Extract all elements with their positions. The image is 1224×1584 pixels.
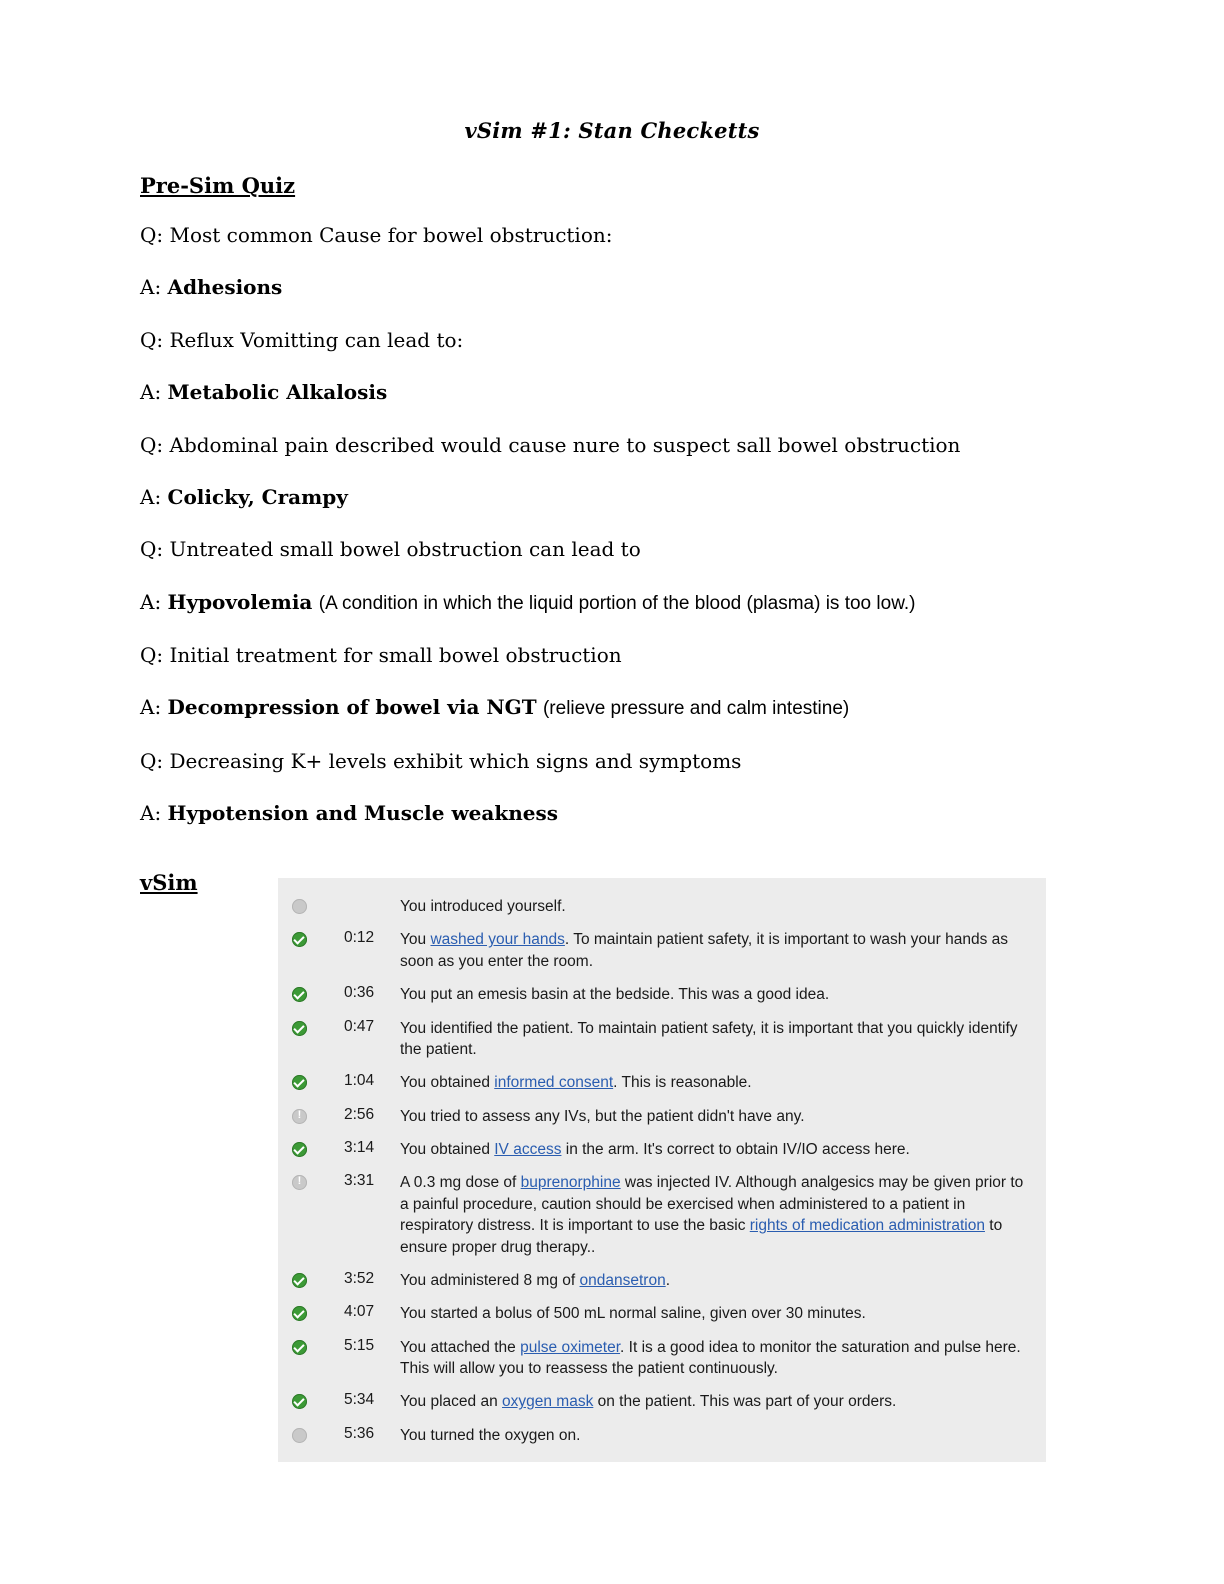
quiz-answer-line <box>140 381 1084 403</box>
log-text-segment: You <box>400 931 431 949</box>
qa-text: Metabolic Alkalosis <box>167 380 388 405</box>
check-status-icon <box>292 1075 307 1090</box>
log-text-segment: was injected IV. Although analgesics may be given prior to a painful procedure, caution should be exercised when administered to a patient in respiratory distress. It is important to use the basic <box>400 1174 1024 1235</box>
qa-prefix: Q: <box>140 223 164 247</box>
qa-prefix: A: <box>140 695 162 720</box>
qa-note: (A condition in which the liquid portion of the blood (plasma) is too low.) <box>318 592 916 614</box>
log-link[interactable]: IV access <box>494 1141 562 1158</box>
quiz-answer-line <box>140 486 1084 508</box>
log-timestamp: 5:36 <box>344 1424 375 1442</box>
quiz-question-line <box>140 644 1084 666</box>
section-heading-pre-sim-quiz: Pre-Sim Quiz <box>140 173 296 198</box>
check-status-icon <box>292 932 307 947</box>
log-link[interactable]: washed your hands <box>430 931 565 949</box>
log-text-segment: You tried to assess any IVs, but the patient didn't have any. <box>400 1107 805 1125</box>
log-link[interactable]: ondansetron <box>579 1271 666 1289</box>
info-status-icon <box>292 1109 307 1124</box>
log-message <box>390 1072 1030 1093</box>
qa-text: Hypotension and Muscle weakness <box>167 801 558 826</box>
quiz-answer-line <box>140 802 1084 824</box>
log-text-segment: A 0.3 mg dose of <box>400 1174 521 1192</box>
log-text-segment: You obtained <box>400 1074 495 1092</box>
blank-status-icon <box>292 1428 307 1443</box>
log-row <box>292 1331 1030 1386</box>
qa-prefix: Q: <box>140 643 164 667</box>
log-link[interactable]: informed consent <box>494 1074 614 1092</box>
qa-text: Initial treatment for small bowel obstruction <box>169 643 622 667</box>
log-text-segment: in the arm. It's correct to obtain IV/IO access here. <box>561 1141 910 1158</box>
log-text-segment: You attached the <box>400 1338 521 1356</box>
quiz-answer-line <box>140 591 1084 614</box>
log-message <box>390 984 1030 1005</box>
qa-text: Reflux Vomitting can lead to: <box>169 327 464 352</box>
log-row <box>292 1264 1030 1297</box>
log-row <box>292 1385 1030 1418</box>
quiz-answer-line <box>140 276 1084 298</box>
quiz-question-line <box>140 538 1084 560</box>
log-status-cell <box>292 984 320 1002</box>
qa-prefix: Q: <box>140 748 164 773</box>
quiz-question-line <box>140 434 1084 456</box>
section-heading-vsim: vSim <box>140 870 198 895</box>
log-timestamp: 3:52 <box>344 1269 375 1287</box>
check-status-icon <box>292 1306 307 1321</box>
log-row <box>292 1066 1030 1099</box>
log-row <box>292 1297 1030 1330</box>
log-message <box>390 1425 1030 1446</box>
log-link[interactable]: pulse oximeter <box>520 1338 621 1356</box>
log-status-cell <box>292 1172 320 1190</box>
check-status-icon <box>292 1142 307 1157</box>
log-message <box>390 1106 1030 1127</box>
log-timestamp: 0:36 <box>344 984 375 1002</box>
log-message <box>390 1391 1030 1412</box>
log-message <box>390 1018 1030 1061</box>
log-message <box>390 1172 1030 1258</box>
log-status-cell <box>292 1139 320 1157</box>
quiz-qa-list <box>140 224 1084 824</box>
qa-prefix: A: <box>140 589 162 614</box>
log-link[interactable]: oxygen mask <box>502 1393 594 1411</box>
log-text-segment: . It is a good idea to monitor the saturation and pulse here. This will allow you to reassess the patient continuously. <box>400 1338 1021 1377</box>
quiz-question-line <box>140 224 1084 246</box>
log-timestamp: 3:14 <box>344 1139 375 1156</box>
log-status-cell <box>292 1270 320 1288</box>
quiz-question-line <box>140 329 1084 351</box>
log-timestamp: 0:12 <box>344 929 375 947</box>
quiz-question-line <box>140 750 1084 772</box>
qa-prefix: Q: <box>140 327 164 352</box>
log-message <box>390 929 1030 972</box>
log-message <box>390 896 1030 917</box>
log-status-cell <box>292 1106 320 1124</box>
log-status-cell <box>292 1425 320 1443</box>
log-text-segment: You identified the patient. To maintain patient safety, it is important that you quickly identify the patient. <box>400 1019 1018 1058</box>
vsim-log-rows <box>292 890 1030 1452</box>
log-text-segment: . To maintain patient safety, it is important to wash your hands as soon as you enter the room. <box>400 931 1009 970</box>
log-text-segment: You introduced yourself. <box>400 898 566 915</box>
log-text-segment: You obtained <box>400 1141 495 1158</box>
log-text-segment: You turned the oxygen on. <box>400 1426 581 1444</box>
qa-text: Abdominal pain described would cause nure to suspect sall bowel obstruction <box>169 432 961 457</box>
log-status-cell <box>292 1303 320 1321</box>
qa-text: Decompression of bowel via NGT <box>167 695 537 720</box>
qa-prefix: A: <box>140 484 162 509</box>
log-status-cell <box>292 929 320 947</box>
qa-prefix: Q: <box>140 432 164 457</box>
log-text-segment: You put an emesis basin at the bedside. This was a good idea. <box>400 986 830 1004</box>
log-message <box>390 1337 1030 1380</box>
log-text-segment: on the patient. This was part of your orders. <box>593 1393 897 1411</box>
quiz-answer-line <box>140 696 1084 719</box>
log-row <box>292 1012 1030 1067</box>
qa-prefix: Q: <box>140 537 164 562</box>
log-row <box>292 978 1030 1011</box>
qa-prefix: A: <box>140 801 162 826</box>
check-status-icon <box>292 1021 307 1036</box>
qa-text: Untreated small bowel obstruction can lead to <box>169 537 641 562</box>
log-row <box>292 923 1030 978</box>
vsim-action-log-panel <box>278 878 1046 1462</box>
log-text-segment: . <box>665 1271 671 1289</box>
log-timestamp: 0:47 <box>344 1017 375 1035</box>
log-text-segment: You administered 8 mg of <box>400 1271 580 1289</box>
log-status-cell <box>292 1391 320 1409</box>
qa-prefix: A: <box>140 275 162 300</box>
log-status-cell <box>292 1018 320 1036</box>
log-message <box>390 1270 1030 1291</box>
log-text-segment: You started a bolus of 500 mL normal saline, given over 30 minutes. <box>400 1305 866 1323</box>
log-row <box>292 890 1030 923</box>
check-status-icon <box>292 987 307 1002</box>
qa-text: Most common Cause for bowel obstruction: <box>169 223 613 247</box>
info-status-icon <box>292 1175 307 1190</box>
log-link[interactable]: buprenorphine <box>520 1174 621 1192</box>
blank-status-icon <box>292 899 307 914</box>
log-timestamp: 2:56 <box>344 1105 375 1123</box>
log-message <box>390 1139 1030 1160</box>
qa-text: Hypovolemia <box>167 589 313 614</box>
log-timestamp: 3:31 <box>344 1172 375 1190</box>
log-text-segment: You placed an <box>400 1393 502 1411</box>
log-row <box>292 1166 1030 1264</box>
log-status-cell <box>292 1072 320 1090</box>
log-status-cell <box>292 1337 320 1355</box>
log-status-cell <box>292 896 320 914</box>
qa-text: Decreasing K+ levels exhibit which signs and symptoms <box>169 748 742 773</box>
qa-note: (relieve pressure and calm intestine) <box>542 698 850 720</box>
qa-prefix: A: <box>140 380 162 405</box>
log-timestamp: 5:15 <box>344 1336 375 1354</box>
check-status-icon <box>292 1273 307 1288</box>
log-text-segment: to ensure proper drug therapy.. <box>400 1217 1003 1256</box>
qa-text: Adhesions <box>167 275 283 300</box>
log-row <box>292 1419 1030 1452</box>
page-title: vSim #1: Stan Checketts <box>464 118 760 143</box>
log-timestamp: 5:34 <box>344 1391 375 1409</box>
qa-text: Colicky, Crampy <box>167 484 348 509</box>
log-row <box>292 1133 1030 1166</box>
check-status-icon <box>292 1394 307 1409</box>
log-text-segment: . This is reasonable. <box>613 1074 752 1092</box>
log-timestamp: 1:04 <box>344 1072 375 1090</box>
log-link[interactable]: rights of medication administration <box>749 1217 985 1235</box>
check-status-icon <box>292 1340 307 1355</box>
log-message <box>390 1303 1030 1324</box>
log-row <box>292 1100 1030 1133</box>
log-timestamp: 4:07 <box>344 1303 375 1321</box>
